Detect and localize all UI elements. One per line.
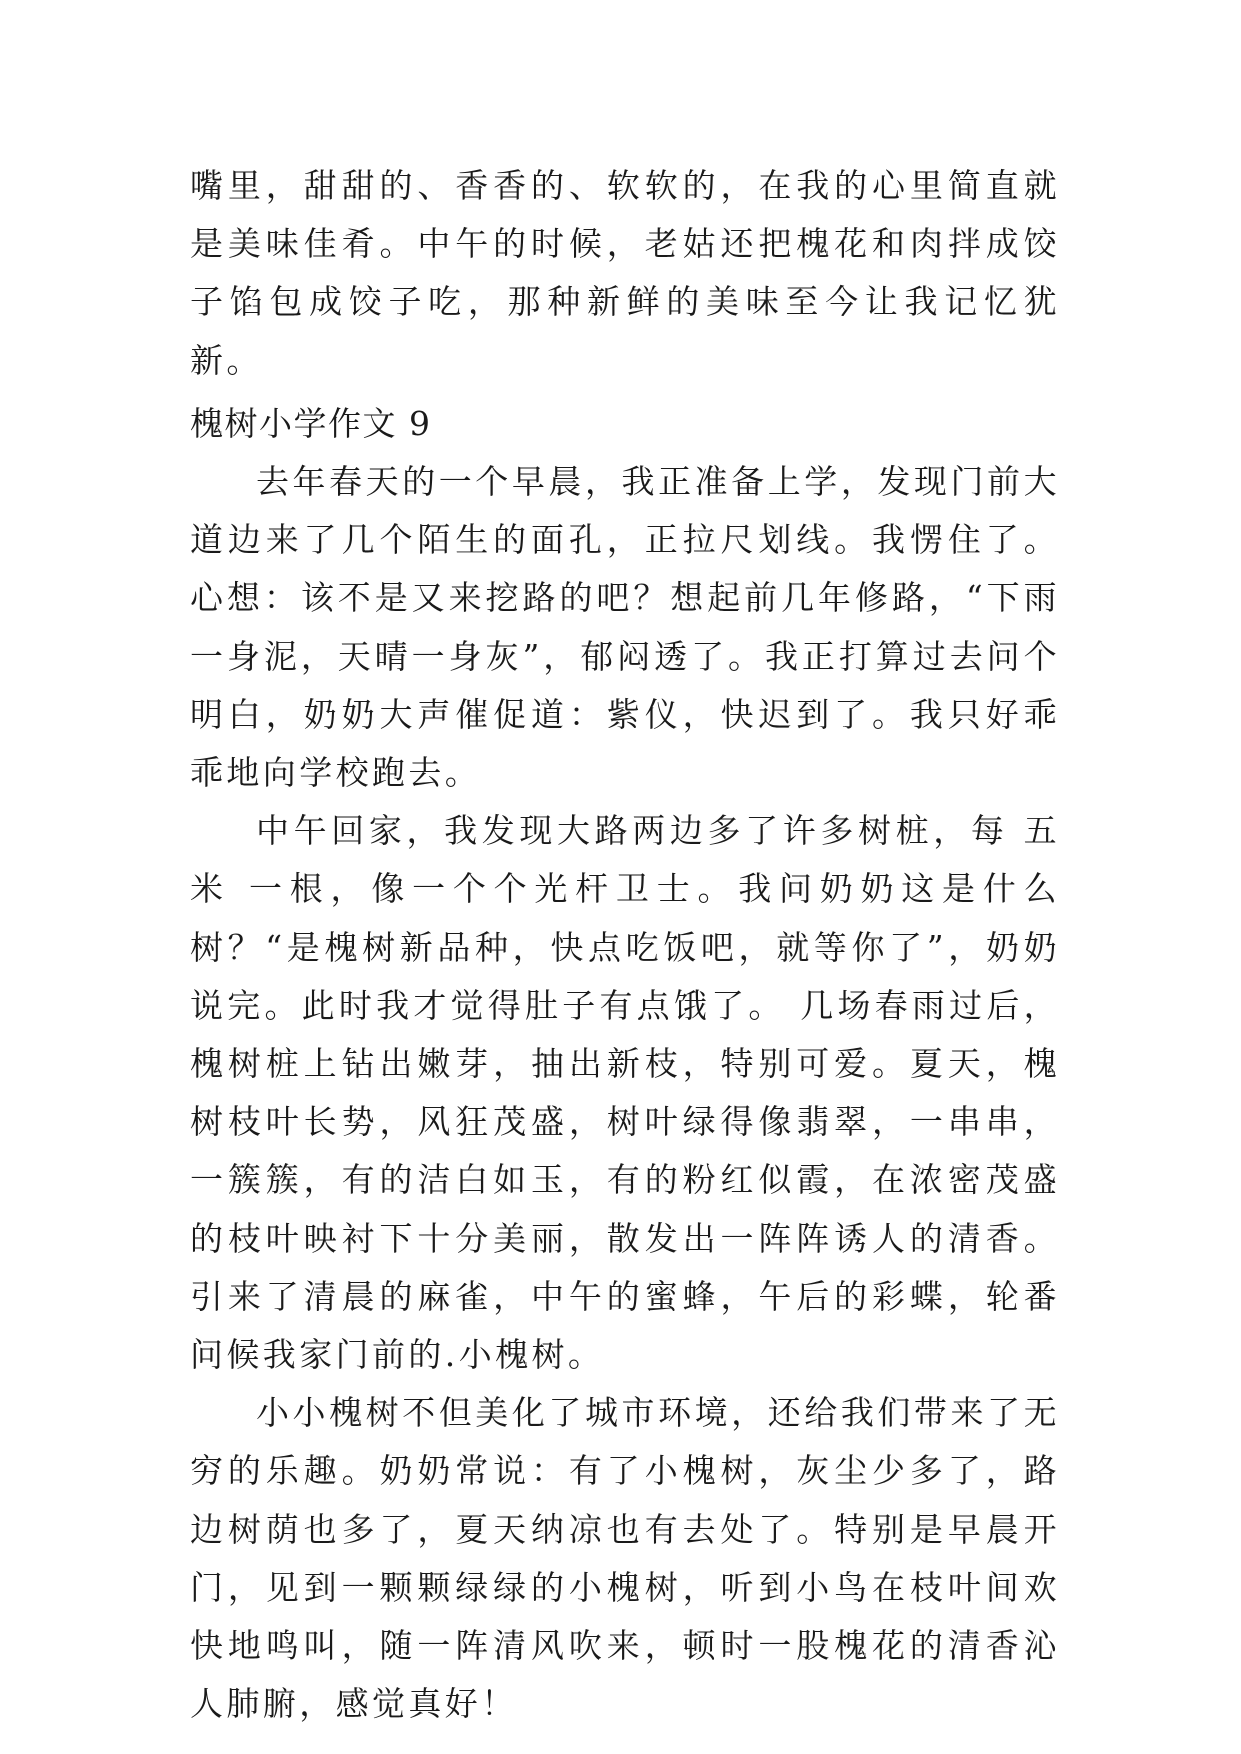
section-title: 槐树小学作文 9 [190,404,432,443]
essay-body [190,453,1060,1733]
continuation-paragraph: 嘴里，甜甜的、香香的、软软的，在我的心里简直就是美味佳肴。中午的时候，老姑还把槐花和肉拌成饺子馅包成饺子吃，那种新鲜的美味至今让我记忆犹新。 [190,166,1060,380]
essay-paragraph-1: 去年春天的一个早晨，我正准备上学，发现门前大道边来了几个陌生的面孔，正拉尺划线。我愣住了。心想：该不是又来挖路的吧？想起前几年修路，“下雨一身泥，天晴一身灰”，郁闷透了。我正打算过去问个明白，奶奶大声催促道：紫仪，快迟到了。我只好乖乖地向学校跑去。 [190,462,1060,793]
essay-paragraph-3: 小小槐树不但美化了城市环境，还给我们带来了无穷的乐趣。奶奶常说：有了小槐树，灰尘少多了，路边树荫也多了，夏天纳凉也有去处了。特别是早晨开门，见到一颗颗绿绿的小槐树，听到小鸟在枝叶间欢快地鸣叫，随一阵清风吹来，顿时一股槐花的清香沁人肺腑，感觉真好！ [190,1393,1060,1724]
essay-paragraph-2: 中午回家，我发现大路两边多了许多树桩，每 五米 一根，像一个个光杆卫士。我问奶奶这是什么树？“是槐树新品种，快点吃饭吧，就等你了”，奶奶说完。此时我才觉得肚子有点饿了。 几场春雨过后，槐树桩上钻出嫩芽，抽出新枝，特别可爱。夏天，槐树枝叶长势，风狂茂盛，树叶绿得像翡翠，一串串，一簇簇，有的洁白如玉，有的粉红似霞，在浓密茂盛的枝叶映衬下十分美丽，散发出一阵阵诱人的清香。引来了清晨的麻雀，中午的蜜蜂，午后的彩蝶，轮番问候我家门前的.小槐树。 [190,811,1060,1375]
